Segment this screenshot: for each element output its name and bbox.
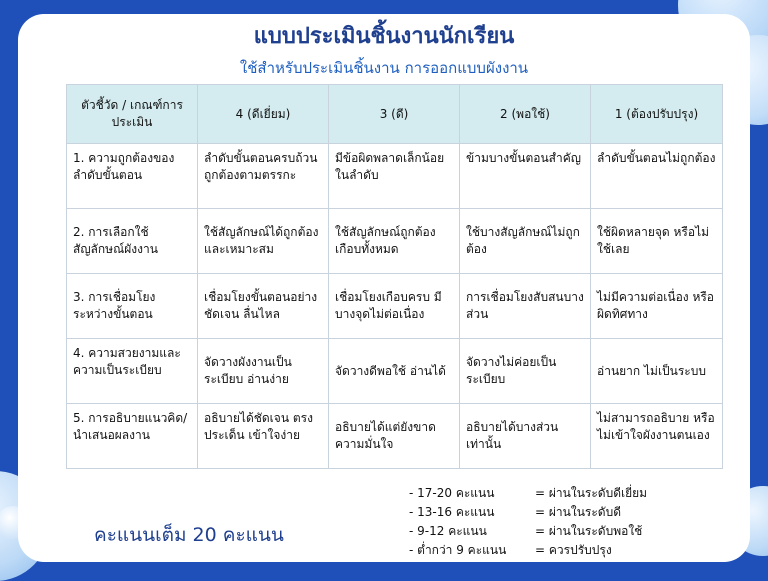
table-cell: อธิบายได้ชัดเจน ตรงประเด็น เข้าใจง่าย — [198, 404, 329, 469]
list-item — [409, 484, 647, 503]
score-result: = ผ่านในระดับดีเยี่ยม — [535, 486, 648, 500]
rubric-table — [66, 84, 723, 469]
criteria-cell: 5. การอธิบายแนวคิด/นำเสนอผลงาน — [67, 404, 198, 469]
score-range: - 13-16 คะแนน — [409, 505, 495, 519]
criteria-cell: 1. ความถูกต้องของลำดับขั้นตอน — [67, 144, 198, 209]
list-item — [409, 503, 647, 522]
score-result: = ควรปรับปรุง — [535, 543, 612, 557]
document-card — [18, 14, 750, 562]
criteria-cell: 2. การเลือกใช้สัญลักษณ์ผังงาน — [67, 209, 198, 274]
score-range: - 9-12 คะแนน — [409, 524, 487, 538]
column-header-level-2: 2 (พอใช้) — [460, 85, 591, 144]
table-cell: อธิบายได้แต่ยังขาดความมั่นใจ — [329, 404, 460, 469]
table-cell: จัดวางดีพอใช้ อ่านได้ — [329, 339, 460, 404]
criteria-cell: 4. ความสวยงามและความเป็นระเบียบ — [67, 339, 198, 404]
column-header-level-3: 3 (ดี) — [329, 85, 460, 144]
score-range: - ต่ำกว่า 9 คะแนน — [409, 543, 507, 557]
table-row — [67, 339, 723, 404]
column-header-level-4: 4 (ดีเยี่ยม) — [198, 85, 329, 144]
table-cell: ลำดับขั้นตอนไม่ถูกต้อง — [591, 144, 723, 209]
table-header-row — [67, 85, 723, 144]
total-score-label: คะแนนเต็ม 20 คะแนน — [94, 524, 284, 546]
score-result: = ผ่านในระดับดี — [535, 505, 621, 519]
table-cell: ข้ามบางขั้นตอนสำคัญ — [460, 144, 591, 209]
score-level-list — [409, 484, 647, 560]
table-cell: เชื่อมโยงขั้นตอนอย่างชัดเจน ลื่นไหล — [198, 274, 329, 339]
table-cell: จัดวางผังงานเป็นระเบียบ อ่านง่าย — [198, 339, 329, 404]
table-cell: ลำดับขั้นตอนครบถ้วน ถูกต้องตามตรรกะ — [198, 144, 329, 209]
page-title: แบบประเมินชิ้นงานนักเรียน — [253, 24, 515, 49]
column-header-criteria: ตัวชี้วัด / เกณฑ์การประเมิน — [67, 85, 198, 144]
table-row — [67, 144, 723, 209]
column-header-level-1: 1 (ต้องปรับปรุง) — [591, 85, 723, 144]
score-result: = ผ่านในระดับพอใช้ — [535, 524, 643, 538]
table-cell: มีข้อผิดพลาดเล็กน้อยในลำดับ — [329, 144, 460, 209]
table-cell: ไม่มีความต่อเนื่อง หรือผิดทิศทาง — [591, 274, 723, 339]
table-row — [67, 404, 723, 469]
table-cell: การเชื่อมโยงสับสนบางส่วน — [460, 274, 591, 339]
table-cell: ใช้สัญลักษณ์ถูกต้องเกือบทั้งหมด — [329, 209, 460, 274]
criteria-cell: 3. การเชื่อมโยงระหว่างขั้นตอน — [67, 274, 198, 339]
list-item — [409, 541, 647, 560]
table-cell: อธิบายได้บางส่วนเท่านั้น — [460, 404, 591, 469]
table-cell: ใช้บางสัญลักษณ์ไม่ถูกต้อง — [460, 209, 591, 274]
table-cell: ใช้สัญลักษณ์ได้ถูกต้องและเหมาะสม — [198, 209, 329, 274]
table-cell: เชื่อมโยงเกือบครบ มีบางจุดไม่ต่อเนื่อง — [329, 274, 460, 339]
table-row — [67, 274, 723, 339]
table-cell: ใช้ผิดหลายจุด หรือไม่ใช้เลย — [591, 209, 723, 274]
table-row — [67, 209, 723, 274]
list-item — [409, 522, 647, 541]
table-cell: อ่านยาก ไม่เป็นระบบ — [591, 339, 723, 404]
table-cell: จัดวางไม่ค่อยเป็นระเบียบ — [460, 339, 591, 404]
score-range: - 17-20 คะแนน — [409, 486, 495, 500]
page-subtitle: ใช้สำหรับประเมินชิ้นงาน การออกแบบผังงาน — [239, 59, 529, 77]
table-cell: ไม่สามารถอธิบาย หรือไม่เข้าใจผังงานตนเอง — [591, 404, 723, 469]
